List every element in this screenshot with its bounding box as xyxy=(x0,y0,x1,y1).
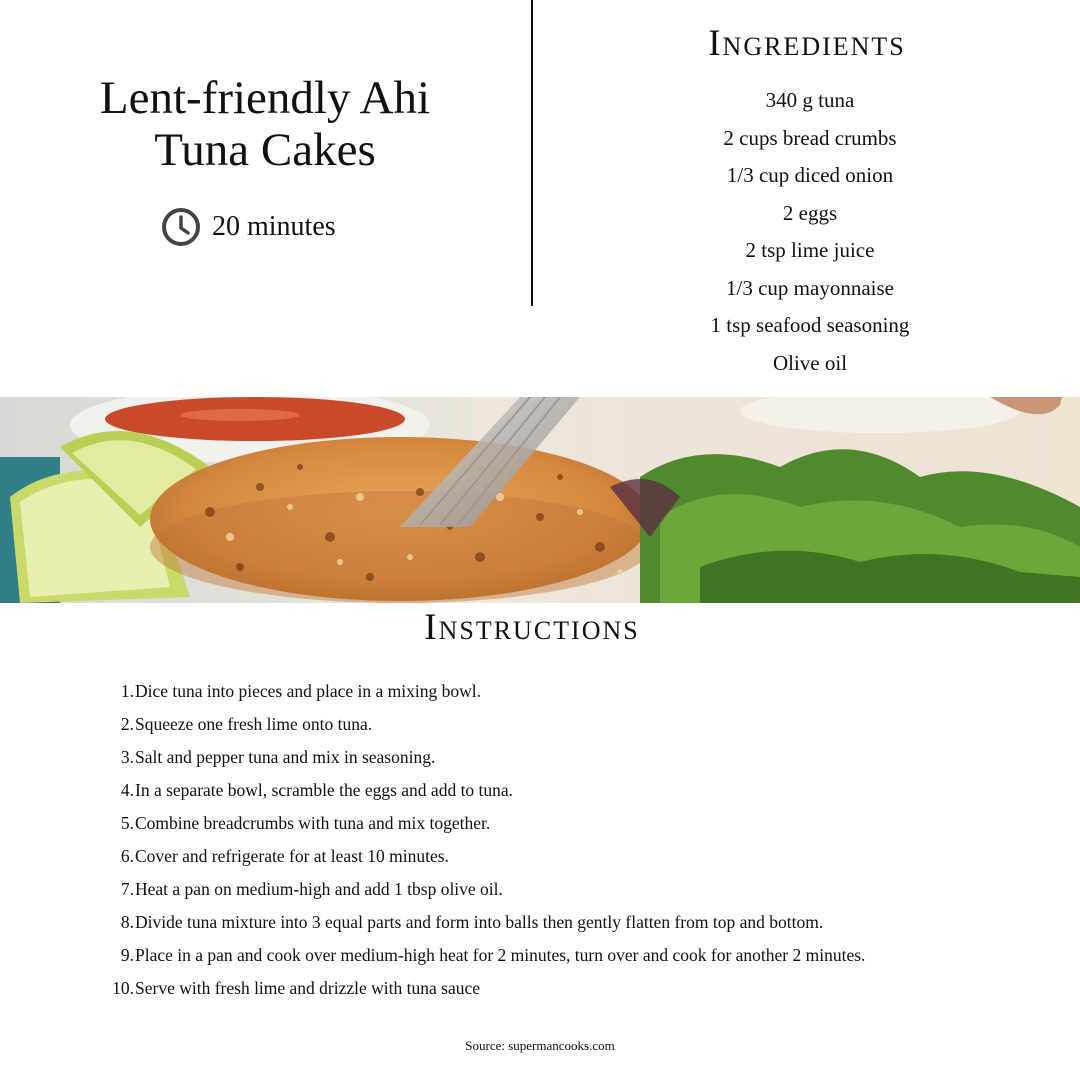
step-number: 6. xyxy=(120,846,134,866)
step-number: 5. xyxy=(120,813,134,833)
instruction-step xyxy=(110,840,1010,873)
instruction-step xyxy=(110,675,1010,708)
ingredient-item: 1/3 cup mayonnaise xyxy=(726,275,894,300)
recipe-title xyxy=(60,72,470,176)
recipe-title-line1: Lent-friendly Ahi xyxy=(99,72,431,124)
step-number: 4. xyxy=(120,780,134,800)
step-text: Squeeze one fresh lime onto tuna. xyxy=(135,714,373,734)
step-text: Serve with fresh lime and drizzle with tuna sauce xyxy=(135,978,481,998)
ingredient-item: 2 eggs xyxy=(782,200,838,225)
ingredient-item: Olive oil xyxy=(772,350,848,375)
ingredient-item: 340 g tuna xyxy=(765,88,855,112)
step-text: In a separate bowl, scramble the eggs and add to tuna. xyxy=(135,780,514,800)
step-number: 3. xyxy=(120,747,134,767)
ingredients-list xyxy=(600,82,1020,382)
step-number: 2. xyxy=(120,714,134,734)
vertical-divider xyxy=(531,0,533,306)
instructions-heading: Instructions xyxy=(424,607,640,648)
step-text: Salt and pepper tuna and mix in seasoning. xyxy=(135,747,436,767)
step-number: 8. xyxy=(120,912,134,932)
ingredient-item: 1 tsp seafood seasoning xyxy=(710,313,910,337)
ingredient-item: 2 cups bread crumbs xyxy=(723,125,897,150)
instruction-step xyxy=(110,807,1010,840)
cook-time xyxy=(160,206,336,248)
step-text: Place in a pan and cook over medium-high heat for 2 minutes, turn over and cook for another 2 minutes. xyxy=(135,945,866,965)
step-text: Cover and refrigerate for at least 10 minutes. xyxy=(135,846,449,866)
step-number: 10. xyxy=(112,978,134,998)
food-photo xyxy=(0,397,1080,603)
instruction-step xyxy=(110,972,1010,1005)
instruction-step xyxy=(110,741,1010,774)
clock-icon xyxy=(160,206,202,248)
instruction-step xyxy=(110,906,1010,939)
source-credit: Source: supermancooks.com xyxy=(465,1038,615,1053)
recipe-title-line2: Tuna Cakes xyxy=(154,124,376,176)
step-text: Combine breadcrumbs with tuna and mix together. xyxy=(135,813,491,833)
instructions-list xyxy=(110,675,1010,1005)
instruction-step xyxy=(110,939,1010,972)
step-number: 7. xyxy=(120,879,134,899)
step-text: Dice tuna into pieces and place in a mixing bowl. xyxy=(135,681,482,701)
instruction-step xyxy=(110,873,1010,906)
instruction-step xyxy=(110,774,1010,807)
ingredient-item: 1/3 cup diced onion xyxy=(726,163,894,187)
step-number: 9. xyxy=(120,945,134,965)
cook-time-value: 20 minutes xyxy=(212,211,336,242)
ingredient-item: 2 tsp lime juice xyxy=(745,238,875,262)
ingredients-heading: Ingredients xyxy=(708,23,906,64)
instruction-step xyxy=(110,708,1010,741)
step-text: Heat a pan on medium-high and add 1 tbsp olive oil. xyxy=(135,879,503,899)
step-number: 1. xyxy=(120,681,134,701)
step-text: Divide tuna mixture into 3 equal parts and form into balls then gently flatten from top and bottom. xyxy=(135,912,824,932)
